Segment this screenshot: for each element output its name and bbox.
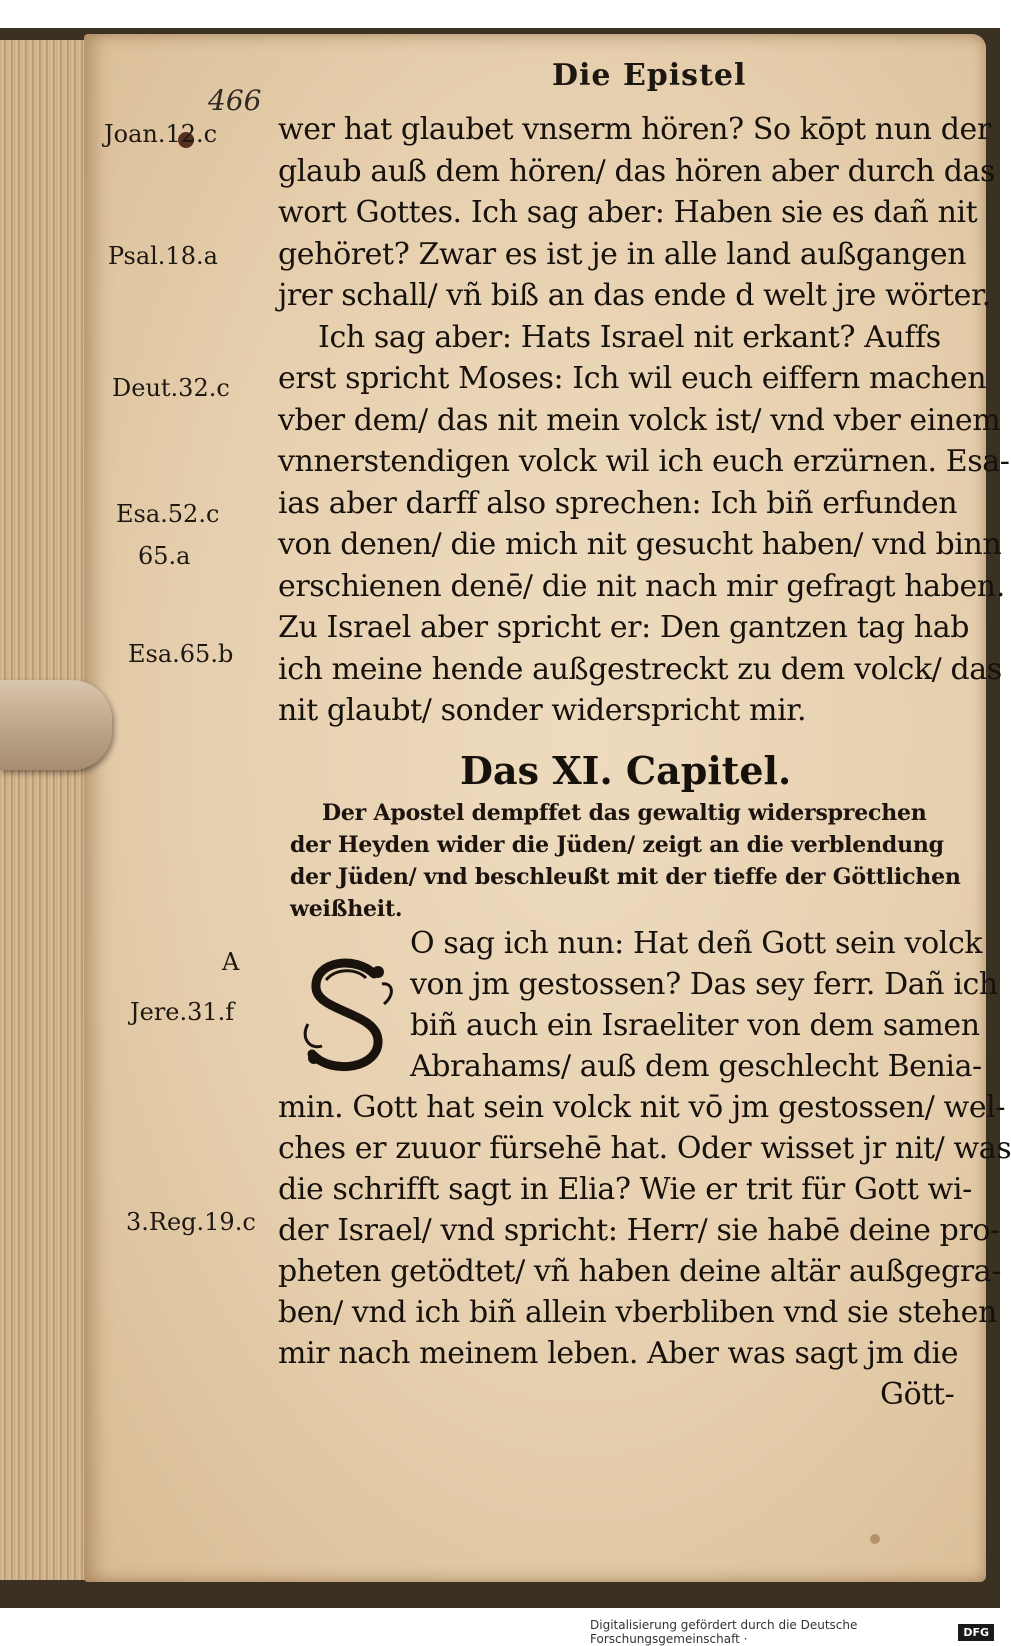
- text-line: Abrahams/ auß dem geschlecht Benia-: [410, 1049, 982, 1084]
- text-line: ches er zuuor fürsehē hat. Oder wisset jr nit/ was: [278, 1131, 1011, 1166]
- text-line: der Israel/ vnd spricht: Herr/ sie habē deine pro-: [278, 1213, 1000, 1248]
- margin-note: Joan.12.c: [104, 120, 218, 148]
- text-line: ich meine hende außgestreckt zu dem volck/ das: [278, 651, 1002, 687]
- text-line: ias aber darff also sprechen: Ich biñ erfunden: [278, 485, 958, 521]
- page-edges: [0, 40, 92, 1580]
- text-line: Ich sag aber: Hats Israel nit erkant? Auffs: [318, 319, 941, 355]
- margin-note: 3.Reg.19.c: [126, 1208, 256, 1236]
- text-line: erschienen denē/ die nit nach mir gefragt haben.: [278, 568, 1005, 604]
- summary-line: der Heyden wider die Jüden/ zeigt an die verblendung: [290, 832, 944, 858]
- text-line: nit glaubt/ sonder widerspricht mir.: [278, 693, 807, 728]
- chapter-title: Das XI. Capitel.: [460, 748, 792, 793]
- margin-note: Esa.65.b: [128, 640, 234, 668]
- margin-note: Deut.32.c: [112, 374, 230, 402]
- margin-note: Esa.52.c: [116, 500, 220, 528]
- bookmark-tab: [0, 680, 112, 770]
- margin-note: 65.a: [138, 542, 191, 570]
- summary-line: Der Apostel dempffet das gewaltig widersprechen: [322, 800, 927, 826]
- text-line: wer hat glaubet vnserm hören? So kōpt nun der: [278, 112, 991, 147]
- margin-note: Jere.31.f: [130, 998, 235, 1026]
- text-line: Gött-: [880, 1377, 955, 1412]
- text-line: erst spricht Moses: Ich wil euch eiffern machen: [278, 361, 987, 396]
- footer-text: Digitalisierung gefördert durch die Deutsche Forschungsgemeinschaft ·: [590, 1618, 858, 1646]
- text-line: von denen/ die mich nit gesucht haben/ vnd binn: [278, 527, 1002, 562]
- text-line: Zu Israel aber spricht er: Den gantzen tag hab: [278, 610, 970, 645]
- summary-line: der Jüden/ vnd beschleußt mit der tieffe der Göttlichen: [290, 864, 961, 890]
- digitization-footer: [590, 1620, 1000, 1644]
- page-number: 466: [208, 84, 262, 117]
- summary-line: weißheit.: [290, 896, 403, 922]
- text-line: min. Gott hat sein volck nit vō jm gestossen/ wel-: [278, 1090, 1006, 1125]
- text-line: jrer schall/ vñ biß an das ende d welt jre wörter.: [278, 278, 991, 313]
- text-line: pheten getödtet/ vñ haben deine altär außgegra-: [278, 1254, 1001, 1289]
- text-line: vber dem/ das nit mein volck ist/ vnd vber einem: [278, 402, 1001, 438]
- text-line: von jm gestossen? Das sey ferr. Dañ ich: [410, 967, 998, 1002]
- margin-note: Psal.18.a: [108, 242, 218, 270]
- dfg-logo: DFG: [958, 1624, 994, 1641]
- text-line: gehöret? Zwar es ist je in alle land außgangen: [278, 236, 967, 272]
- ink-stain: [870, 1534, 880, 1544]
- text-line: O sag ich nun: Hat deñ Gott sein volck: [410, 926, 983, 961]
- running-head: Die Epistel: [552, 58, 747, 93]
- initial-letter: S: [196, 853, 198, 855]
- text-line: mir nach meinem leben. Aber was sagt jm die: [278, 1336, 959, 1371]
- text-line: vnnerstendigen volck wil ich euch erzürnen. Esa-: [278, 444, 1010, 479]
- text-line: glaub auß dem hören/ das hören aber durch das: [278, 153, 996, 189]
- margin-note: A: [222, 948, 240, 976]
- text-line: ben/ vnd ich biñ allein vberbliben vnd sie stehen: [278, 1295, 997, 1330]
- text-line: die schrifft sagt in Elia? Wie er trit für Gott wi-: [278, 1172, 972, 1207]
- text-line: wort Gottes. Ich sag aber: Haben sie es dañ nit: [278, 195, 978, 230]
- text-line: biñ auch ein Israeliter von dem samen: [410, 1008, 980, 1043]
